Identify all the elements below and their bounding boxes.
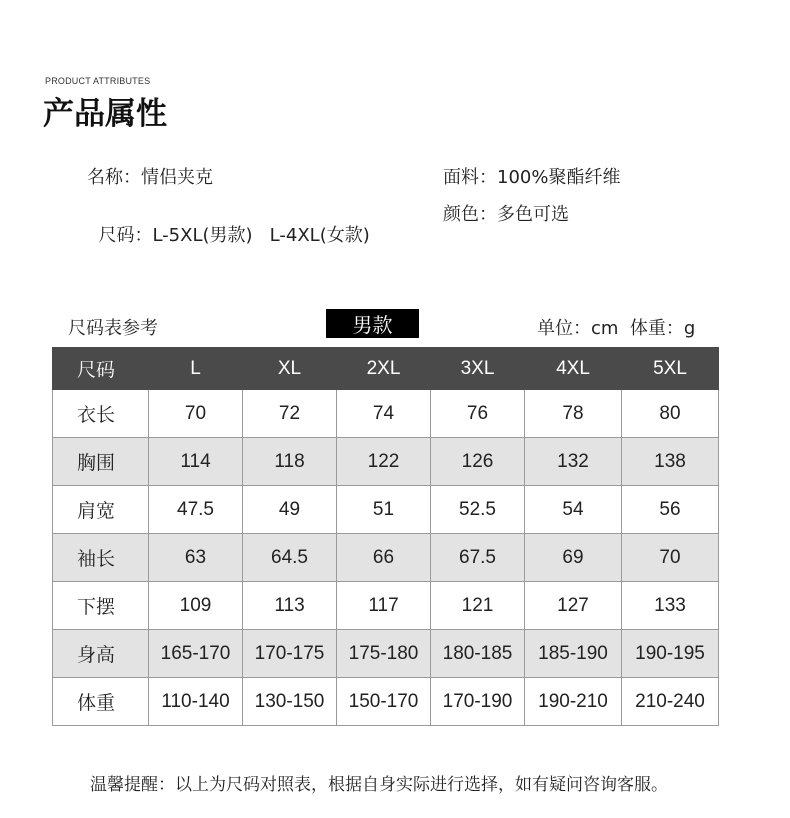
table-cell: 121 xyxy=(431,582,525,630)
table-row-header: 衣长 xyxy=(53,390,149,438)
size-table xyxy=(52,347,719,726)
table-cell: 67.5 xyxy=(431,534,525,582)
section-eyebrow: PRODUCT ATTRIBUTES xyxy=(45,76,151,86)
table-cell: 190-195 xyxy=(622,630,719,678)
attr-fabric-value: 100%聚酯纤维 xyxy=(497,167,621,188)
table-row xyxy=(53,678,719,726)
table-cell: 72 xyxy=(243,390,337,438)
table-row-header: 肩宽 xyxy=(53,486,149,534)
attr-color-value: 多色可选 xyxy=(497,204,569,225)
table-cell: 118 xyxy=(243,438,337,486)
table-cell: 47.5 xyxy=(149,486,243,534)
table-cell: 127 xyxy=(525,582,622,630)
attr-size xyxy=(87,200,370,247)
unit-label: 单位：cm 体重：g xyxy=(537,318,696,339)
table-cell: 185-190 xyxy=(525,630,622,678)
table-header-cell: XL xyxy=(243,348,337,390)
table-cell: 70 xyxy=(149,390,243,438)
table-cell: 69 xyxy=(525,534,622,582)
table-cell: 138 xyxy=(622,438,719,486)
attr-color-label: 颜色： xyxy=(443,204,497,225)
table-row xyxy=(53,486,719,534)
table-header-cell: 5XL xyxy=(622,348,719,390)
table-cell: 51 xyxy=(337,486,431,534)
size-chart-label: 尺码表参考 xyxy=(68,318,158,339)
table-cell: 180-185 xyxy=(431,630,525,678)
table-row-header: 身高 xyxy=(53,630,149,678)
table-header-cell: 4XL xyxy=(525,348,622,390)
table-cell: 66 xyxy=(337,534,431,582)
table-cell: 170-175 xyxy=(243,630,337,678)
table-row xyxy=(53,630,719,678)
table-cell: 132 xyxy=(525,438,622,486)
table-cell: 78 xyxy=(525,390,622,438)
table-cell: 117 xyxy=(337,582,431,630)
table-cell: 64.5 xyxy=(243,534,337,582)
table-cell: 109 xyxy=(149,582,243,630)
footer-note: 温馨提醒：以上为尺码对照表，根据自身实际进行选择，如有疑问咨询客服。 xyxy=(90,775,668,795)
table-cell: 54 xyxy=(525,486,622,534)
table-row xyxy=(53,534,719,582)
table-cell: 150-170 xyxy=(337,678,431,726)
table-cell: 130-150 xyxy=(243,678,337,726)
table-row-header: 体重 xyxy=(53,678,149,726)
page-title: 产品属性 xyxy=(43,96,167,132)
table-cell: 170-190 xyxy=(431,678,525,726)
gender-badge: 男款 xyxy=(326,309,419,338)
table-header-cell: 尺码 xyxy=(53,348,149,390)
table-cell: 74 xyxy=(337,390,431,438)
table-cell: 76 xyxy=(431,390,525,438)
table-row-header: 胸围 xyxy=(53,438,149,486)
table-header-cell: 2XL xyxy=(337,348,431,390)
table-row xyxy=(53,582,719,630)
table-cell: 114 xyxy=(149,438,243,486)
attr-name-value: 情侣夹克 xyxy=(141,167,213,188)
attr-name-label: 名称： xyxy=(87,167,141,188)
attr-fabric-label: 面料： xyxy=(443,167,497,188)
attr-size-label: 尺码： xyxy=(98,225,153,246)
table-row xyxy=(53,438,719,486)
table-header-cell: 3XL xyxy=(431,348,525,390)
table-cell: 110-140 xyxy=(149,678,243,726)
table-cell: 56 xyxy=(622,486,719,534)
table-cell: 52.5 xyxy=(431,486,525,534)
table-cell: 190-210 xyxy=(525,678,622,726)
table-cell: 80 xyxy=(622,390,719,438)
table-row-header: 下摆 xyxy=(53,582,149,630)
table-cell: 210-240 xyxy=(622,678,719,726)
attr-color xyxy=(443,200,569,226)
table-cell: 70 xyxy=(622,534,719,582)
table-header-row xyxy=(53,348,719,390)
attr-name xyxy=(87,163,213,189)
table-row xyxy=(53,390,719,438)
table-cell: 165-170 xyxy=(149,630,243,678)
table-cell: 63 xyxy=(149,534,243,582)
table-cell: 49 xyxy=(243,486,337,534)
table-cell: 175-180 xyxy=(337,630,431,678)
attr-fabric xyxy=(443,163,620,189)
table-cell: 126 xyxy=(431,438,525,486)
table-cell: 122 xyxy=(337,438,431,486)
table-header-cell: L xyxy=(149,348,243,390)
attr-size-value: L-5XL(男款) L-4XL(女款) xyxy=(152,225,370,246)
table-cell: 113 xyxy=(243,582,337,630)
table-cell: 133 xyxy=(622,582,719,630)
table-row-header: 袖长 xyxy=(53,534,149,582)
